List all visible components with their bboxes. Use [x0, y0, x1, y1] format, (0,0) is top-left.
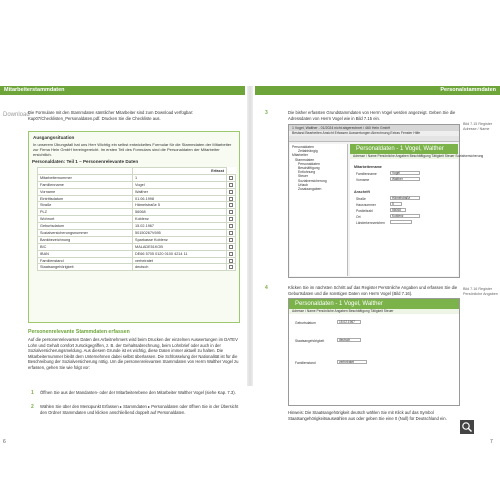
- tree-item[interactable]: Mitarbeiter: [292, 153, 309, 158]
- left-page-number: 6: [3, 439, 6, 445]
- table-check-cell: [227, 209, 236, 216]
- left-header-title: Mitarbeiterstammdaten: [4, 87, 65, 93]
- table-row: [38, 264, 236, 271]
- tree-item[interactable]: Steuer: [298, 174, 308, 179]
- plz-label: Postleitzahl: [356, 209, 373, 213]
- tree-item[interactable]: Beschäftigung: [298, 166, 320, 171]
- ort-field[interactable]: Koblenz: [390, 214, 420, 218]
- table-label-cell: Staatsangehörigkeit: [38, 264, 133, 271]
- window-title: 1 Vogel, Walther - 01/2024 nicht abgerechnet / 460 Hein GmbH: [289, 125, 459, 131]
- table-check-cell: [227, 264, 236, 271]
- familienname-field[interactable]: Vogel: [390, 171, 420, 175]
- step-1-text: Öffnen Sie aus der Mandanten- oder der Mitarbeiterebene den Mitarbeiter Walther Vogel (siehe Kap. 7.3).: [40, 390, 236, 395]
- table-row: [38, 250, 236, 257]
- right-header-title: Personalstammdaten: [440, 87, 496, 93]
- tree-item[interactable]: Zusatzangaben: [298, 187, 322, 192]
- table-label-cell: IBAN: [38, 250, 133, 257]
- personal-data-table: [37, 167, 236, 271]
- land-field[interactable]: [390, 220, 412, 224]
- checkbox-icon[interactable]: [229, 231, 233, 235]
- checkbox-icon[interactable]: [229, 252, 233, 256]
- table-row: [38, 195, 236, 202]
- checkbox-icon[interactable]: [229, 210, 233, 214]
- toolbar: [289, 136, 459, 142]
- tree-item[interactable]: Entlohnung: [298, 170, 316, 175]
- caption-7-15: Bild 7.15 Register Adresse / Name: [463, 122, 493, 131]
- table-value-cell: Vogel: [133, 181, 227, 188]
- familienname-label: Familienname: [356, 172, 377, 176]
- table-value-cell: 50150267V695: [133, 230, 227, 237]
- address-section-label: Anschrift: [354, 190, 370, 194]
- hausnr-field[interactable]: 5: [390, 202, 402, 206]
- table-label-cell: BIC: [38, 243, 133, 250]
- strasse-field[interactable]: Hämelstraße: [390, 196, 420, 200]
- step-4-text: Klicken Sie im nächsten Schritt auf das Register Persönliche Angaben und erfassen Sie die Geburtsdaten und die sonstigen Daten von Herrn Vogel (Bild 7.16).: [288, 285, 458, 296]
- table-value-cell: Sparkasse Koblenz: [133, 236, 227, 243]
- table-label-cell: Familienstand: [38, 257, 133, 264]
- table-row: [38, 188, 236, 195]
- table-row: [38, 181, 236, 188]
- tree-item[interactable]: Zeitabhängig: [298, 149, 318, 154]
- table-row: [38, 216, 236, 223]
- table-row: [38, 236, 236, 243]
- familienstand-label: Familienstand: [295, 361, 316, 365]
- address-form: [350, 144, 484, 276]
- table-check-cell: [227, 230, 236, 237]
- form2-tabs: Adresse / Name Persönliche Angaben Beschäftigung Tätigkeit Steuer: [289, 309, 459, 314]
- left-header-bar: [0, 86, 245, 95]
- tree-item[interactable]: Personaldaten: [298, 161, 320, 166]
- download-tag: Download: [3, 112, 30, 118]
- tree-item[interactable]: Sozialversicherung: [298, 178, 327, 183]
- magnifier-icon: [460, 420, 474, 434]
- checkbox-icon[interactable]: [229, 238, 233, 242]
- checkbox-icon[interactable]: [229, 190, 233, 194]
- step-2-text: Wählen Sie über den Menüpunkt Erfassen ▸ Stammdaten ▸ Personaldaten oder öffnen Sie in der Übersicht den Ordner Stammdaten und klicken anschließend doppelt auf Personaldaten.: [40, 404, 239, 415]
- checkbox-icon[interactable]: [229, 203, 233, 207]
- table-value-cell: MALADE51KOB: [133, 243, 227, 250]
- step-3-text: Die bisher erfassten Grundstammdaten von Herrn Vogel werden angezeigt. Geben Sie die Adressdaten von Herrn Vogel wie in Bild 7.15 ein.: [288, 110, 456, 121]
- table-value-cell: verheiratet: [133, 257, 227, 264]
- land-label: Länderkennzeichen: [356, 221, 385, 225]
- table-label-cell: Mitarbeiternummer: [38, 174, 133, 181]
- table-value-cell: Koblenz: [133, 216, 227, 223]
- situation-title: Ausgangssituation: [33, 135, 75, 140]
- table-value-cell: 1: [133, 174, 227, 181]
- table-label-cell: Bankbezeichnung: [38, 236, 133, 243]
- table-label-cell: Eintrittsdatum: [38, 195, 133, 202]
- table-row: [38, 209, 236, 216]
- strasse-label: Straße: [356, 197, 366, 201]
- table-label-cell: Wohnort: [38, 216, 133, 223]
- step-number-2: 2: [31, 404, 34, 410]
- table-check-cell: [227, 243, 236, 250]
- table-check-cell: [227, 236, 236, 243]
- table-label-cell: Familienname: [38, 181, 133, 188]
- table-check-cell: [227, 195, 236, 202]
- table-check-cell: [227, 257, 236, 264]
- checkbox-icon[interactable]: [229, 224, 233, 228]
- step-number-3: 3: [265, 110, 268, 116]
- ort-label: Ort: [356, 215, 361, 219]
- geburtsdatum-label: Geburtsdatum: [295, 321, 316, 325]
- table-row: [38, 223, 236, 230]
- table-value-cell: Walther: [133, 188, 227, 195]
- vorname-field[interactable]: Walther: [390, 177, 420, 181]
- table-value-cell: deutsch: [133, 264, 227, 271]
- checkbox-icon[interactable]: [229, 245, 233, 249]
- table-header-row: [38, 168, 236, 175]
- hausnr-label: Hausnummer: [356, 203, 376, 207]
- table-check-cell: [227, 202, 236, 209]
- geburtsdatum-field[interactable]: 15.02.1967: [337, 320, 361, 324]
- right-header-bar: [255, 86, 500, 95]
- table-header-cell: [38, 168, 133, 175]
- screenshot-personal: [288, 298, 460, 406]
- table-value-cell: 01.06.1998: [133, 195, 227, 202]
- navigation-tree: [290, 144, 348, 276]
- tree-item[interactable]: Personaldaten: [292, 145, 314, 149]
- staat-label: Staatsangehörigkeit: [295, 339, 325, 343]
- step-number-4: 4: [265, 285, 268, 291]
- table-title: Personaldaten: Teil 1 – Personenrelevante Daten: [32, 159, 139, 164]
- situation-body: In unserem Übungsfall hat uns Herr Wichtig ein selbst entwickeltes Formular für die Stammdaten der Mitarbeiter zur Firma Hein GmbH hereingereicht. Im ersten Teil des Formulars sind die Personaldaten der Mitarbeiter ersichtlich.: [33, 142, 232, 158]
- table-label-cell: Vorname: [38, 188, 133, 195]
- table-check-cell: [227, 181, 236, 188]
- right-page-number: 7: [490, 439, 493, 445]
- hint-text: Hinweis: Die Staatsangehörigkeit deutsch wählen Sie mit Klick auf das Symbol Staatsangehörigkeitsauswählen aus oder geben Sie eine 0 (Null) für Deutschland ein.: [288, 410, 447, 421]
- checkbox-icon[interactable]: [229, 217, 233, 221]
- table-row: [38, 230, 236, 237]
- staat-field[interactable]: deutsch: [337, 338, 361, 342]
- tree-item[interactable]: Stammdaten: [295, 157, 315, 162]
- table-check-cell: [227, 250, 236, 257]
- form-title: Personaldaten - 1 Vogel, Walther: [350, 144, 458, 154]
- table-value-cell: Hämelstraße 5: [133, 202, 227, 209]
- table-row: [38, 243, 236, 250]
- table-value-cell: DE66 5705 0120 0100 4214 11: [133, 250, 227, 257]
- checkbox-icon[interactable]: [229, 183, 233, 187]
- table-check-cell: [227, 216, 236, 223]
- table-value-cell: 15.02.1967: [133, 223, 227, 230]
- table-header-cell: Erfasst: [133, 168, 227, 175]
- plz-field[interactable]: 56068: [390, 208, 406, 212]
- checkbox-icon[interactable]: [229, 197, 233, 201]
- vorname-label: Vorname: [356, 178, 370, 182]
- checkbox-icon[interactable]: [229, 176, 233, 180]
- table-label-cell: Straße: [38, 202, 133, 209]
- table-check-cell: [227, 223, 236, 230]
- tree-item[interactable]: Urlaub: [298, 182, 308, 187]
- familienstand-field[interactable]: verheiratet: [337, 360, 367, 364]
- table-value-cell: 56068: [133, 209, 227, 216]
- table-label-cell: PLZ: [38, 209, 133, 216]
- table-label-cell: Sozialversicherungsnummer: [38, 230, 133, 237]
- table-label-cell: Geburtsdatum: [38, 223, 133, 230]
- checkbox-icon[interactable]: [229, 265, 233, 269]
- table-row: [38, 202, 236, 209]
- name-section-label: Mitarbeitername: [354, 165, 382, 169]
- table-check-cell: [227, 174, 236, 181]
- table-row: [38, 257, 236, 264]
- step-number-1: 1: [31, 390, 34, 396]
- table-check-cell: [227, 188, 236, 195]
- menu-bar: Bestand Bearbeiten Ansicht Erfassen Auswertungen Abrechnung Extras Fenster Hilfe: [289, 131, 459, 136]
- checkbox-icon[interactable]: [229, 259, 233, 263]
- intro-text: Die Formulare mit den Stammdaten sämtlicher Mitarbeiter sind zum Download verfügbar: Kap07/Checklisten_Personaldaten.pdf. Drucken Sie die Checkliste aus.: [28, 110, 194, 121]
- table-row: [38, 174, 236, 181]
- section-title: Personenrelevante Stammdaten erfassen: [28, 329, 130, 335]
- page-gutter: [247, 86, 253, 386]
- form2-title: Personaldaten - 1 Vogel, Walther: [289, 299, 459, 309]
- caption-7-16: Bild 7.16 Register Persönliche Angaben: [463, 287, 498, 296]
- section-body: Auf die personenrelevanten Daten des Arbeitnehmers wird beim Drucken der einzelnen Auswertungen im DATEV Lohn und Gehalt comfort zurückgegriffen, z. B. der Gehaltsabrechnung, beim Lohnbrief oder auch in der Sozialversicherungsmeldung. Aus diesem Grunde ist es wichtig, diese Daten immer aktuell zu halten. Die Mitarbeiternummer bleibt dem Unternehmen dabei selbst überlassen. Die Schlüsselung der Nationalität ist für die Beschreibung der Sozialversicherung nötig. Um die personenrelevanten Stammdaten von Herrn Walther Vogel zu erfassen, gehen Sie wie folgt vor:: [28, 337, 239, 370]
- form-tabs: Adresse / Name Persönliche Angaben Beschäftigung Tätigkeit Steuer Sozialversicherung: [350, 154, 458, 159]
